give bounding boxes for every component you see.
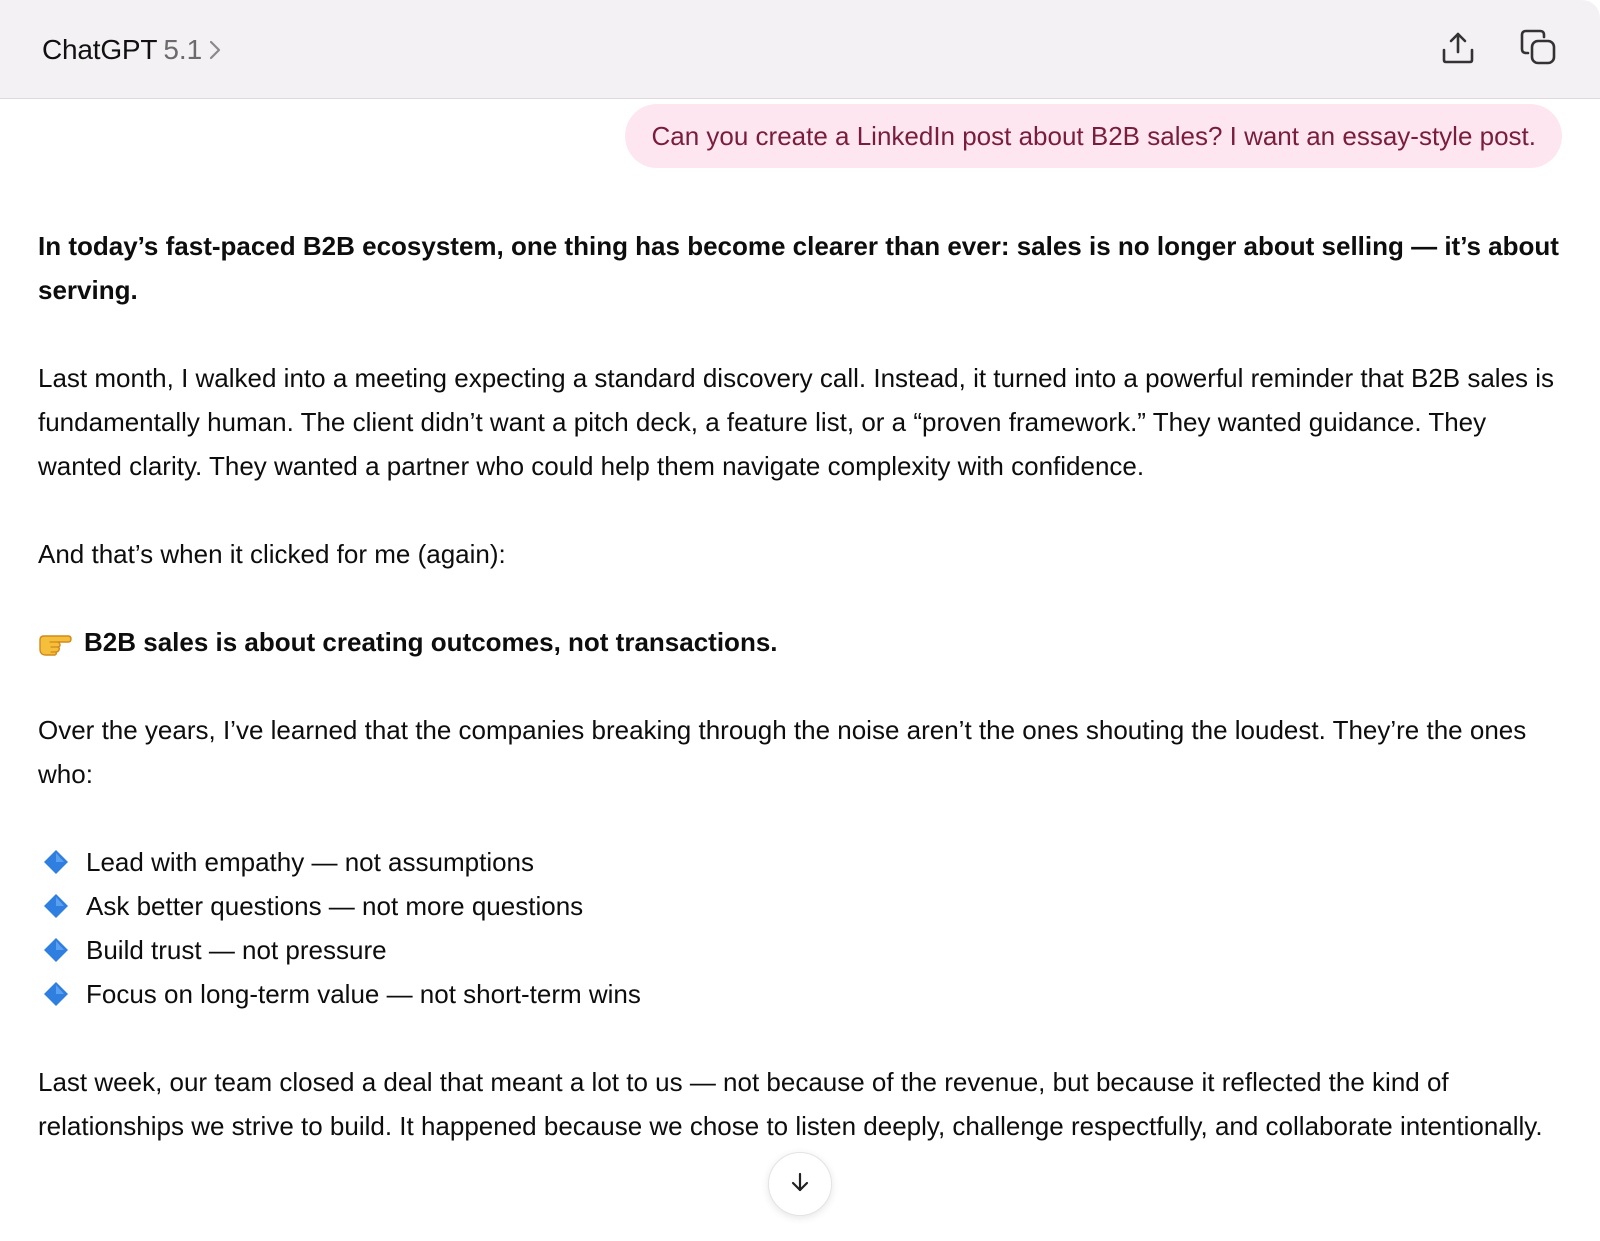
assistant-highlight [38, 620, 1570, 664]
blue-diamond-icon [42, 848, 70, 876]
bullet-text: Lead with empathy — not assumptions [86, 847, 535, 877]
chevron-right-icon [208, 39, 222, 61]
share-button[interactable] [1434, 26, 1482, 74]
model-version: 5.1 [163, 34, 203, 65]
scroll-to-bottom-button[interactable] [768, 1152, 832, 1216]
assistant-intro: In today’s fast-paced B2B ecosystem, one thing has become clearer than ever: sales is no longer about selling — it’s about serving. [38, 231, 1559, 305]
model-name: ChatGPT [42, 34, 158, 65]
list-item [38, 928, 1570, 972]
bullet-text: Focus on long-term value — not short-term wins [86, 979, 641, 1009]
highlight-text: B2B sales is about creating outcomes, not transactions. [84, 627, 778, 657]
blue-diamond-icon [42, 980, 70, 1008]
list-item [38, 884, 1570, 928]
assistant-message [38, 224, 1570, 1192]
user-message-text: Can you create a LinkedIn post about B2B sales? I want an essay-style post. [651, 120, 1536, 151]
assistant-paragraph-3: Over the years, I’ve learned that the companies breaking through the noise aren’t the ones shouting the loudest. They’re the ones who: [38, 715, 1527, 789]
model-switcher[interactable] [42, 30, 222, 70]
pointing-hand-icon [38, 628, 72, 656]
assistant-paragraph-2: And that’s when it clicked for me (again): [38, 539, 506, 569]
arrow-down-icon [788, 1170, 812, 1199]
new-chat-button[interactable] [1514, 26, 1562, 74]
bullet-list [38, 840, 1570, 1016]
list-item [38, 840, 1570, 884]
assistant-paragraph-1: Last month, I walked into a meeting expecting a standard discovery call. Instead, it turned into a powerful reminder that B2B sales is fundamentally human. The client didn’t want a pitch deck, a feature list, or a “proven framework.” They wanted guidance. They wanted clarity. They wanted a partner who could help them navigate complexity with confidence. [38, 363, 1555, 481]
user-message-bubble [625, 104, 1562, 168]
blue-diamond-icon [42, 936, 70, 964]
list-item [38, 972, 1570, 1016]
share-upload-icon [1440, 30, 1476, 71]
bullet-text: Build trust — not pressure [86, 935, 387, 965]
assistant-paragraph-4: Last week, our team closed a deal that meant a lot to us — not because of the revenue, but because it reflected the kind of relationships we strive to build. It happened because we chose to listen deeply, challenge respectfully, and collaborate intentionally. [38, 1067, 1543, 1141]
bullet-text: Ask better questions — not more questions [86, 891, 584, 921]
blue-diamond-icon [42, 892, 70, 920]
top-bar [0, 0, 1600, 99]
new-chat-icon [1518, 29, 1558, 72]
